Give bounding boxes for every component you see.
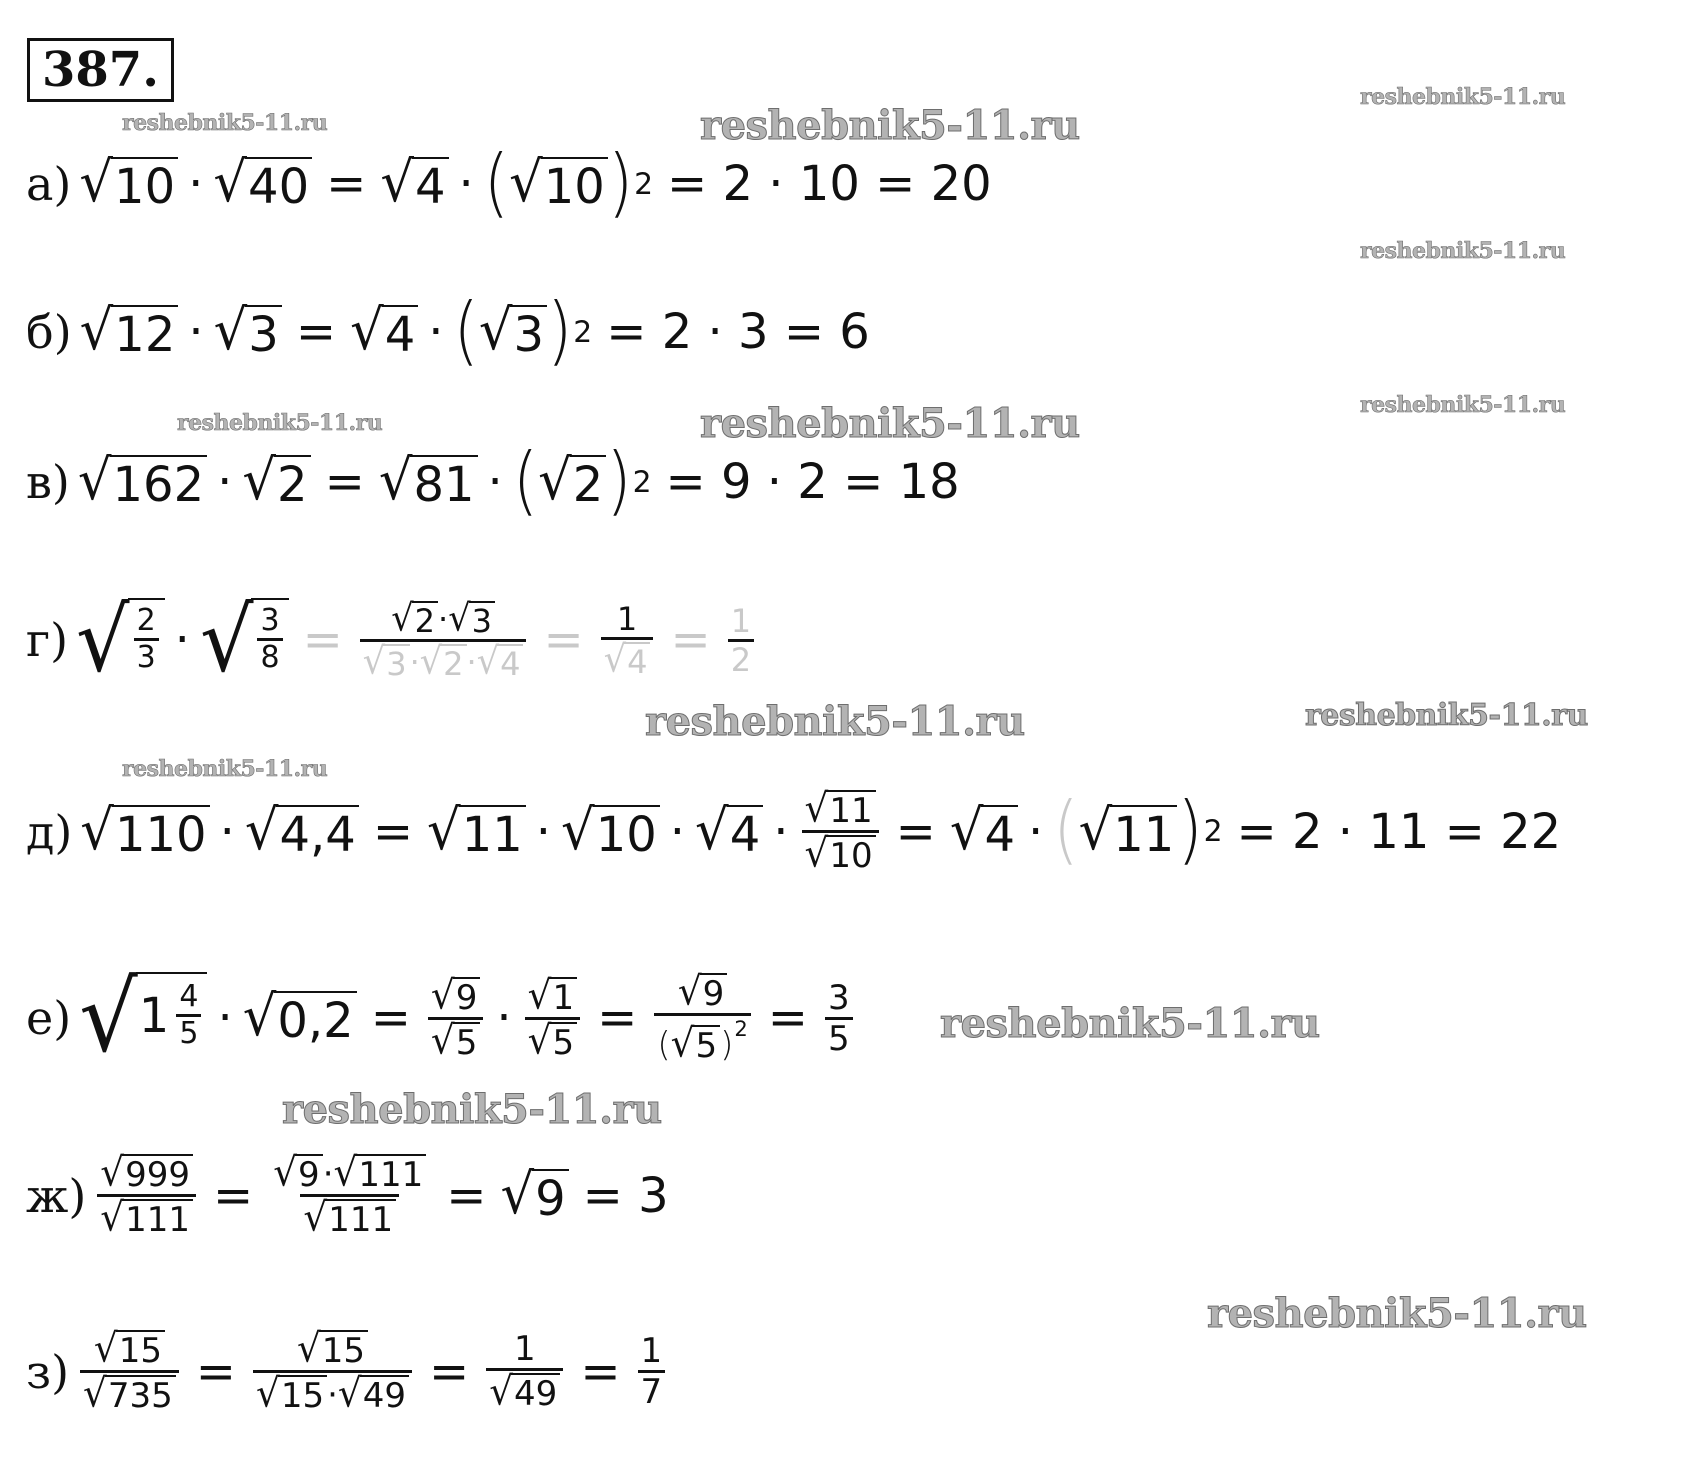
watermark-text: reshebnik5-11.ru [940,1000,1320,1047]
result-text: = 3 [582,1167,669,1224]
watermark-text: reshebnik5-11.ru [1360,84,1566,110]
watermark-text: reshebnik5-11.ru [700,400,1080,447]
fraction: √ 9 √ 5 [428,977,483,1060]
exponent: 2 [634,166,654,202]
radical: √ 2 [242,455,310,509]
watermark-text: reshebnik5-11.ru [700,102,1080,149]
fraction: √ 999 √ 111 [97,1154,196,1237]
fraction: √ 9 · √ 111 √ 111 [270,1154,429,1237]
label-a: а) [26,157,72,212]
label-zh: ж) [26,1168,87,1223]
fraction: √ 9 ( √ 5 )$^2$ [654,973,750,1063]
watermark-text: reshebnik5-11.ru [1305,698,1588,733]
watermark-text: reshebnik5-11.ru [122,110,328,136]
radical: √ 12 [80,305,179,359]
label-v: в) [26,455,70,510]
watermark-text: reshebnik5-11.ru [1360,392,1566,418]
result-text: = 2 · 10 = 20 [667,156,992,213]
fraction: √ 2 · √ 3 √ 3 · √ 2 · √ 4 [360,601,527,680]
label-g: г) [26,613,69,667]
radical: √ 4 [350,305,418,359]
radical: √ 4 [380,157,448,211]
equation-g: г) √ $\frac{2}{3}$ · √ $\frac{3}{8}$ = √ 2 · √ 3 √ 3 · √ 2 · √ 4 = 1 √ 4 = $\frac{1}{2}$ [26,598,757,682]
watermark-text: reshebnik5-11.ru [1360,238,1566,264]
fraction: √ 1 √ 5 [525,977,580,1060]
watermark-text: reshebnik5-11.ru [177,410,383,436]
radical: √ 4 [695,805,763,859]
radical: √ $\frac{3}{8}$ [200,598,289,682]
fraction: $\frac{3}{5}$ [825,981,853,1056]
radical: √ 110 [80,805,209,859]
result-text: = 9 · 2 = 18 [665,454,960,511]
equation-d: д) √ 110 · √ 4,4 = √ 11 · √ 10 · √ 4 · √ 11 √ 10 = √ 4 · ( √ 11 ) 2 = 2 · 11 = 22 [26,784,1562,877]
result-text: = 2 · 3 = 6 [606,304,870,361]
fraction: √ 11 √ 10 [802,790,879,873]
equation-b: б) √ 12 · √ 3 = √ 4 · ( √ 3 ) 2 = 2 · 3 = 6 [26,288,870,375]
exponent: 2 [573,314,593,350]
label-b: б) [26,305,72,360]
equation-e: е) √ 1 $\frac{4}{5}$ · √ 0,2 = √ 9 √ 5 · √ 1 √ 5 = √ 9 ( √ 5 )$^2$ = $\frac{3}{5}$ [26,972,856,1064]
equation-zh: ж) √ 999 √ 111 = √ 9 · √ 111 √ 111 = √ 9 = 3 [26,1148,669,1241]
watermark-text: reshebnik5-11.ru [645,698,1025,745]
label-d: д) [26,804,73,859]
problem-number: 387. [27,38,174,102]
radical: √ 0,2 [243,991,357,1045]
radical: √ 10 [79,157,178,211]
radical: √ 9 [500,1169,568,1223]
equation-v: в) √ 162 · √ 2 = √ 81 · ( √ 2 ) 2 = 9 · 2 = 18 [26,438,960,525]
radical: √ 11 [427,805,526,859]
radical: √ 4,4 [245,805,359,859]
radical: √ 3 [479,305,547,359]
radical: √ 81 [379,455,478,509]
fraction: 1 √ 49 [486,1332,563,1411]
exponent: 2 [632,464,652,500]
fraction: 1 √ 4 [601,603,654,678]
radical: √ 11 [1079,805,1178,859]
label-z: з) [26,1344,70,1399]
fraction: $\frac{1}{2}$ [728,605,754,676]
watermark-text: reshebnik5-11.ru [282,1086,662,1133]
radical: √ 4 [950,805,1018,859]
equation-z: з) √ 15 √ 735 = √ 15 √ 15 · √ 49 = 1 √ 49 = $\frac{1}{7}$ [26,1330,668,1413]
radical: √ 10 [509,157,608,211]
fraction: √ 15 √ 15 · √ 49 [253,1330,412,1413]
equation-a: а) √ 10 · √ 40 = √ 4 · ( √ 10 ) 2 = 2 · 10 = 20 [26,140,992,227]
watermark-text: reshebnik5-11.ru [1207,1290,1587,1337]
radical: √ 1 $\frac{4}{5}$ [79,972,207,1064]
radical: √ 2 [538,455,606,509]
watermark-text: reshebnik5-11.ru [122,756,328,782]
radical: √ 10 [561,805,660,859]
radical: √ 40 [213,157,312,211]
label-e: е) [26,991,72,1045]
radical: √ 3 [214,305,282,359]
exponent: 2 [1203,813,1223,849]
result-text: = 2 · 11 = 22 [1236,803,1562,860]
fraction: √ 15 √ 735 [80,1330,179,1413]
radical: √ $\frac{2}{3}$ [76,598,165,682]
radical: √ 162 [78,455,207,509]
fraction: $\frac{1}{7}$ [638,1334,666,1409]
